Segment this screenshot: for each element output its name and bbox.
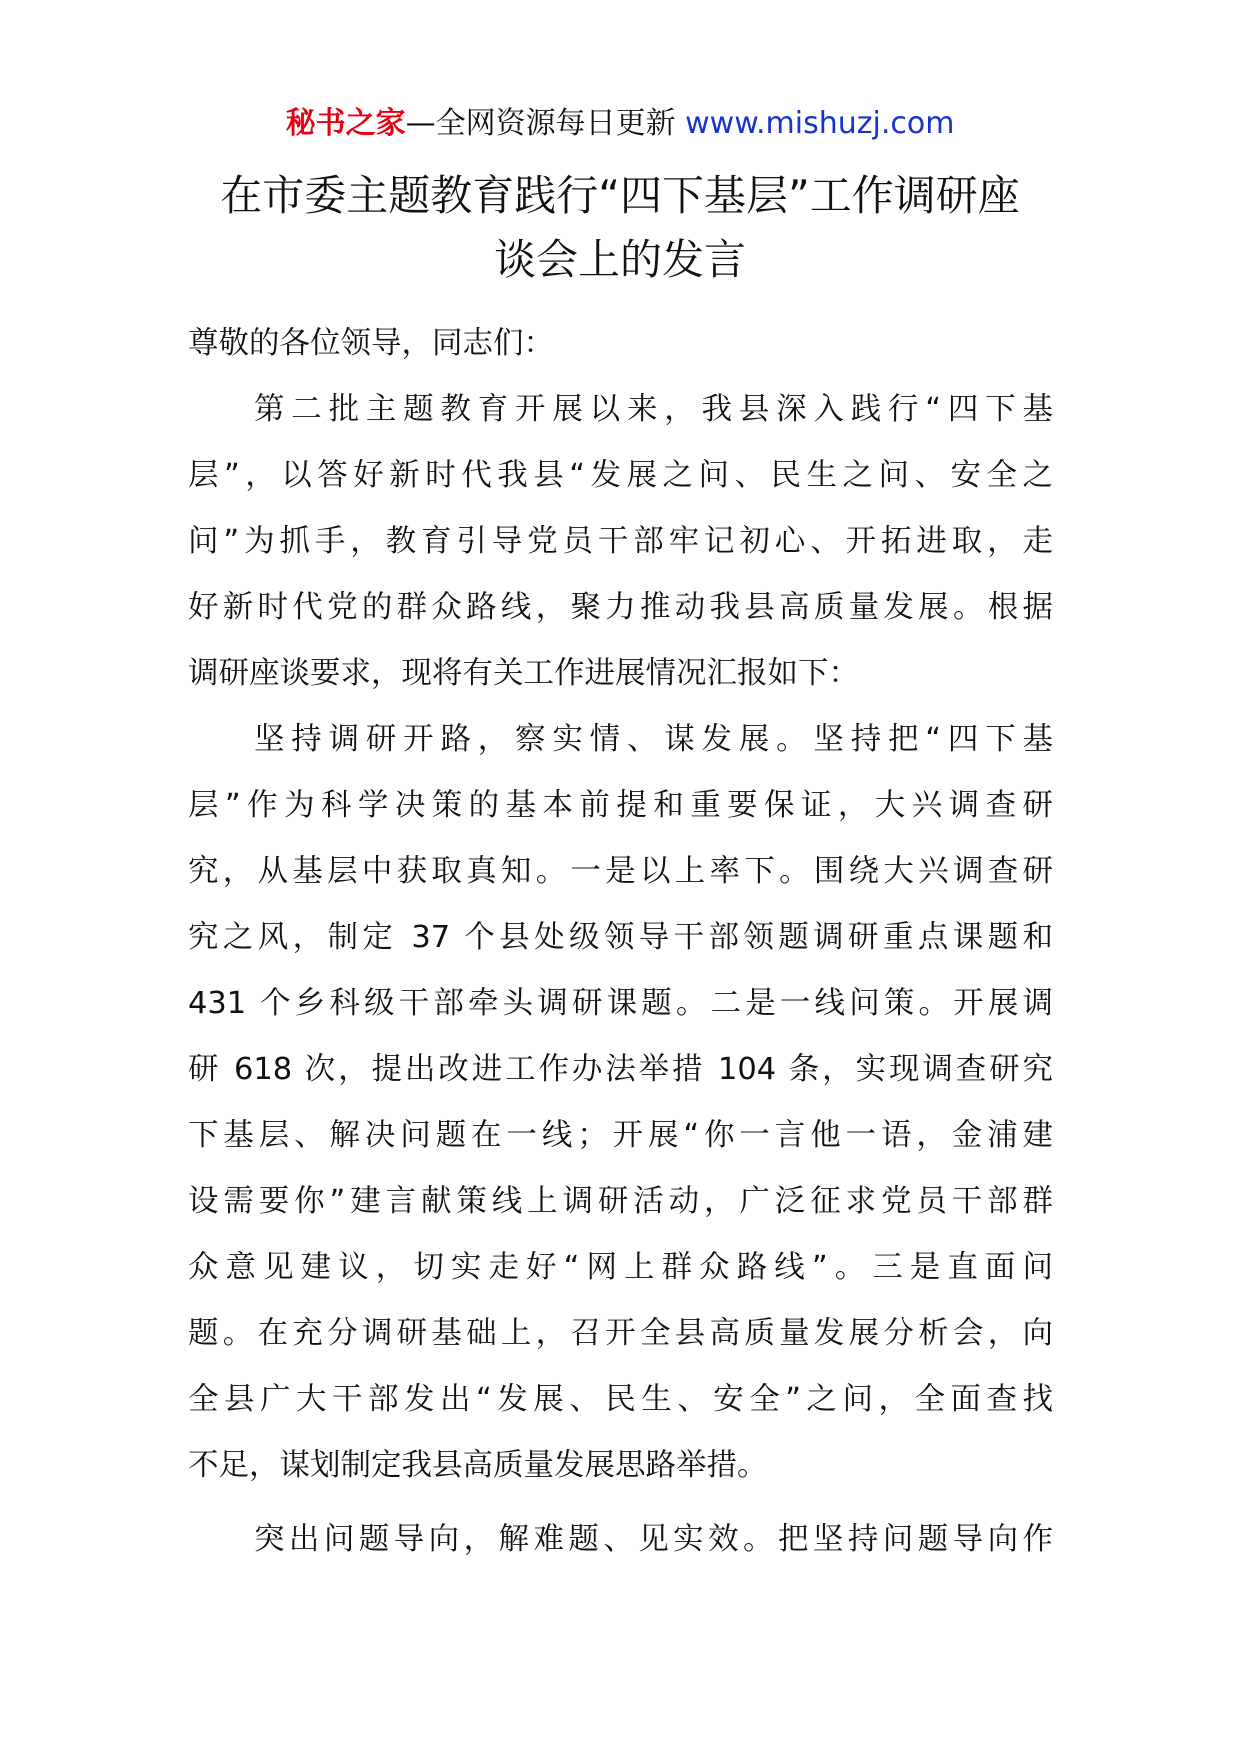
body-line: 题。在充分调研基础上，召开全县高质量发展分析会，向 [188,1316,1053,1351]
body-line: 下基层、解决问题在一线；开展“你一言他一语，金浦建 [188,1118,1053,1153]
salutation: 尊敬的各位领导，同志们： [188,326,554,361]
header-tagline: —全网资源每日更新 [405,106,686,141]
site-header [0,104,1240,144]
body-line: 层”作为科学决策的基本前提和重要保证，大兴调查研 [188,788,1053,823]
title-line-2: 谈会上的发言 [493,235,746,284]
title-line-1: 在市委主题教育践行“四下基层”工作调研座 [220,171,1020,220]
body-line: 好新时代党的群众路线，聚力推动我县高质量发展。根据 [188,590,1053,625]
site-url[interactable]: www.mishuzj.com [685,106,955,141]
document-body [188,311,1053,1573]
body-line: 突出问题导向，解难题、见实效。把坚持问题导向作 [254,1522,1053,1557]
body-line: 层”，以答好新时代我县“发展之问、民生之问、安全之 [188,458,1053,493]
body-line: 全县广大干部发出“发展、民生、安全”之问，全面查找 [188,1382,1053,1417]
body-line: 研 618 次，提出改进工作办法举措 104 条，实现调查研究 [188,1052,1053,1087]
body-line: 431 个乡科级干部牵头调研课题。二是一线问策。开展调 [188,986,1053,1021]
body-line: 问”为抓手，教育引导党员干部牢记初心、开拓进取，走 [188,524,1053,559]
body-line: 调研座谈要求，现将有关工作进展情况汇报如下： [188,656,859,691]
document-title [150,164,1090,292]
body-line: 究之风，制定 37 个县处级领导干部领题调研重点课题和 [188,920,1053,955]
body-line: 不足，谋划制定我县高质量发展思路举措。 [188,1448,768,1483]
body-line: 究，从基层中获取真知。一是以上率下。围绕大兴调查研 [188,854,1053,889]
body-line: 坚持调研开路，察实情、谋发展。坚持把“四下基 [254,722,1053,757]
body-line: 第二批主题教育开展以来，我县深入践行“四下基 [254,392,1053,427]
body-line: 众意见建议，切实走好“网上群众路线”。三是直面问 [188,1250,1053,1285]
brand-name: 秘书之家 [285,106,406,141]
body-line: 设需要你”建言献策线上调研活动，广泛征求党员干部群 [188,1184,1053,1219]
